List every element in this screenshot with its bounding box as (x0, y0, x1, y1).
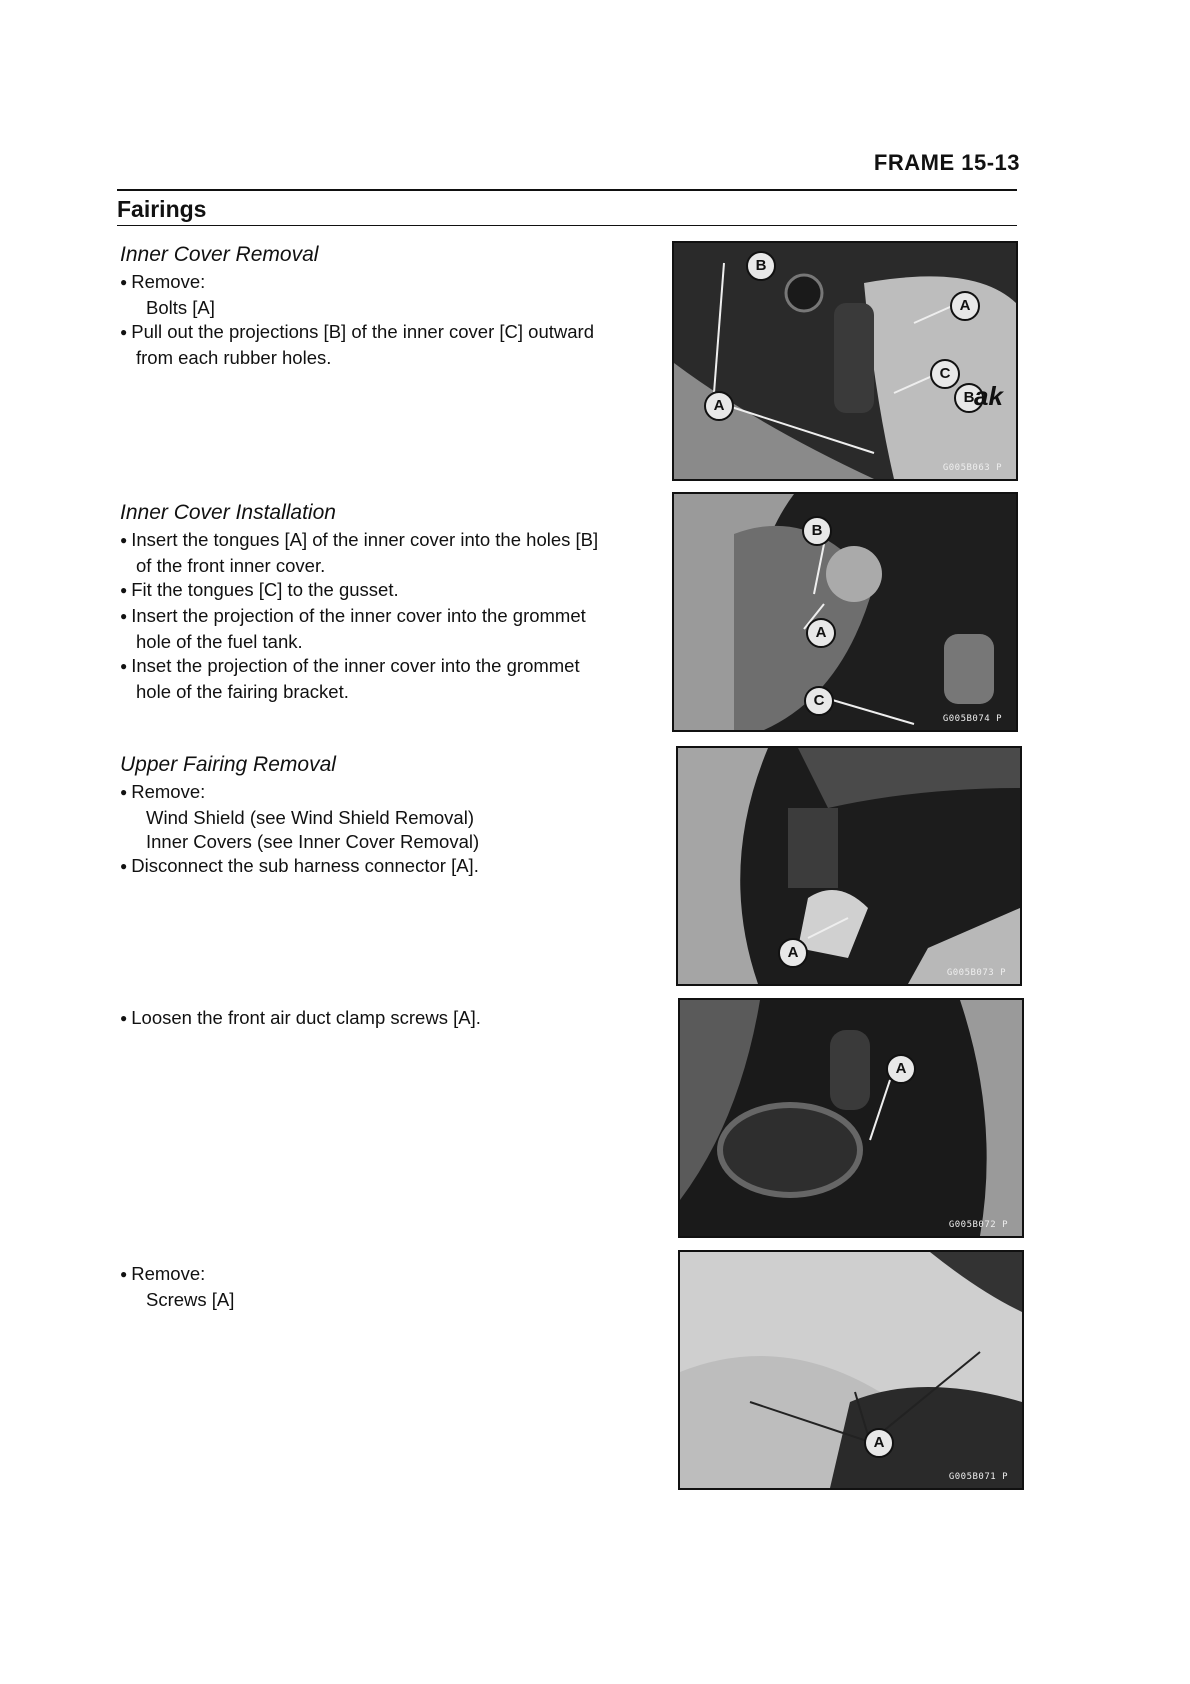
section-rule (117, 225, 1017, 226)
inner-cover-removal-block (120, 242, 655, 370)
header-rule (117, 189, 1017, 191)
step-line: ● Remove: (120, 780, 655, 806)
subhead-inner-cover-installation: Inner Cover Installation (120, 501, 336, 524)
step-line: of the front inner cover. (136, 555, 326, 576)
callout-label: A (778, 938, 808, 968)
step-line: ● Loosen the front air duct clamp screws [A]. (120, 1006, 655, 1032)
photo-illustration (680, 1000, 1022, 1236)
photo-air-duct-clamp (678, 998, 1024, 1238)
photo-illustration (680, 1252, 1022, 1488)
callout-label: A (950, 291, 980, 321)
subhead-upper-fairing-removal: Upper Fairing Removal (120, 753, 336, 776)
upper-fairing-removal-block (120, 752, 655, 880)
step-line: ● Disconnect the sub harness connector [A]. (120, 854, 655, 880)
step-line: ● Remove: (120, 1262, 655, 1288)
step-line: Screws [A] (146, 1289, 235, 1310)
step-line: hole of the fuel tank. (136, 631, 303, 652)
callout-label: B (746, 251, 776, 281)
step-line: Wind Shield (see Wind Shield Removal) (146, 807, 474, 828)
step-line: from each rubber holes. (136, 347, 332, 368)
callout-label: C (804, 686, 834, 716)
photo-code: G005B071 P (948, 1472, 1008, 1482)
inner-cover-installation-block (120, 500, 655, 704)
callout-label: A (704, 391, 734, 421)
photo-upper-fairing-removal (676, 746, 1022, 986)
photo-code: G005B063 P (942, 463, 1002, 473)
brand-logo-fragment: ak (974, 381, 1003, 411)
screws-removal-block (120, 1262, 655, 1312)
callout-label: B (954, 383, 984, 413)
photo-illustration (674, 243, 1016, 479)
callout-label: C (930, 359, 960, 389)
photo-inner-cover-removal (672, 241, 1018, 481)
step-line: ● Remove: (120, 270, 655, 296)
photo-code: G005B072 P (948, 1220, 1008, 1230)
step-line: ● Insert the tongues [A] of the inner cover into the holes [B] (120, 528, 655, 554)
section-title: Fairings (117, 196, 207, 222)
step-line: ● Fit the tongues [C] to the gusset. (120, 578, 655, 604)
step-line: Inner Covers (see Inner Cover Removal) (146, 831, 480, 852)
photo-code: G005B073 P (946, 968, 1006, 978)
page-header-title: FRAME 15-13 (873, 150, 1020, 175)
callout-label: B (802, 516, 832, 546)
photo-code: G005B074 P (942, 714, 1002, 724)
air-duct-block (120, 1006, 655, 1032)
step-line: ● Inset the projection of the inner cover into the grommet (120, 654, 655, 680)
photo-illustration (674, 494, 1016, 730)
photo-inner-cover-installation (672, 492, 1018, 732)
step-line: ● Insert the projection of the inner cover into the grommet (120, 604, 655, 630)
step-line: hole of the fairing bracket. (136, 681, 349, 702)
step-line: ● Pull out the projections [B] of the inner cover [C] outward (120, 320, 655, 346)
photo-illustration (678, 748, 1020, 984)
photo-screws-removal (678, 1250, 1024, 1490)
subhead-inner-cover-removal: Inner Cover Removal (120, 243, 319, 266)
callout-label: A (864, 1428, 894, 1458)
callout-label: A (806, 618, 836, 648)
callout-label: A (886, 1054, 916, 1084)
step-line: Bolts [A] (146, 297, 215, 318)
